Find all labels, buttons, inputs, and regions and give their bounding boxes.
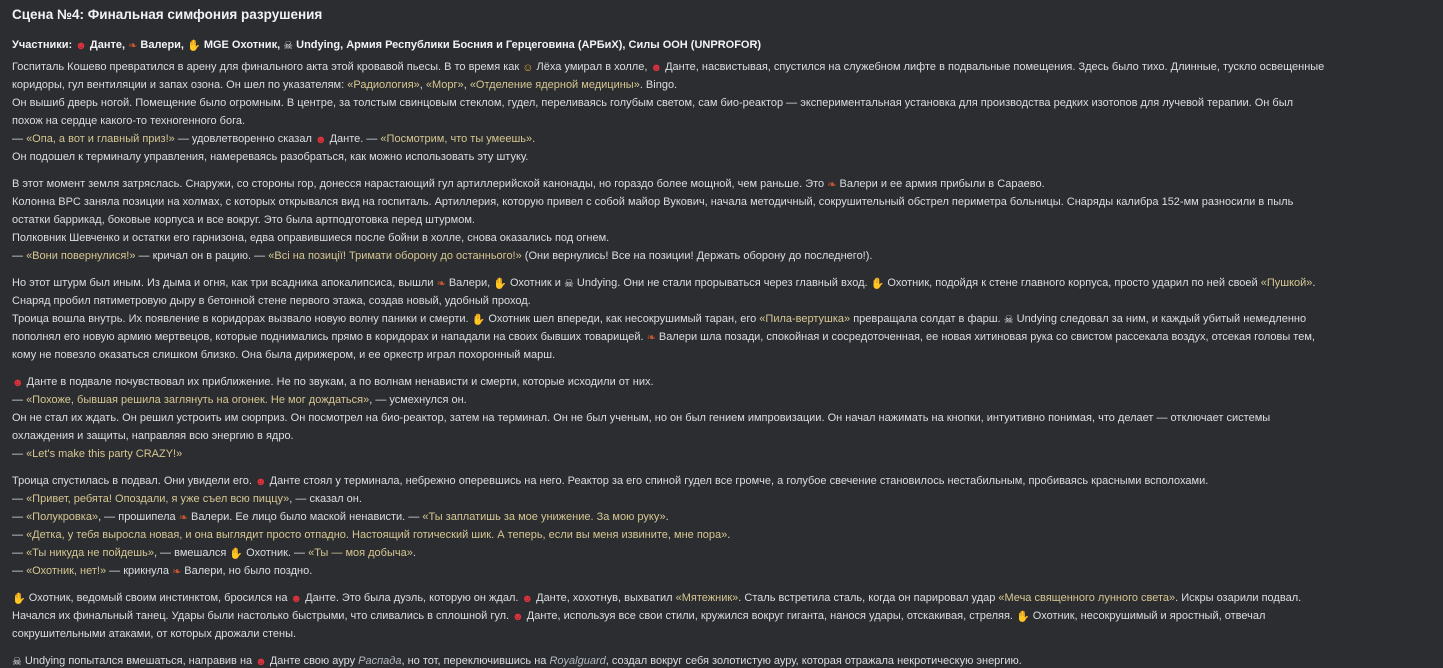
quote: «Меча священного лунного света» <box>998 592 1176 604</box>
text: . <box>532 133 536 145</box>
quote: «Опа, а вот и главный приз!» <box>26 133 175 145</box>
text: — крикнула <box>106 565 173 577</box>
text: Полковник Шевченко и остатки его гарнизона, едва оправившиеся после бойни в холле, снова оказались под огнем. <box>12 232 610 244</box>
quote: «Детка, у тебя выросла новая, и она выглядит просто отпадно. Настоящий готический шик. А теперь, если вы меня извините, мне пора» <box>26 529 728 541</box>
quote: «Ты заплатишь за мое унижение. За мою руку» <box>422 511 666 523</box>
quote: «Привет, ребята! Опоздали, я уже съел всю пиццу» <box>26 493 290 505</box>
text: — кричал он в рацию. — <box>135 250 269 262</box>
text: , — прошипела <box>98 511 179 523</box>
text: Undying. Они не стали прорываться через главный вход. <box>573 277 871 289</box>
flexed-biceps-icon: ✋ <box>12 593 26 605</box>
flexed-biceps-icon: ✋ <box>1016 611 1030 623</box>
text: Валери шла позади, спокойная и сосредоточенная, ее новая хитиновая рука со свистом рассекала воздух, отсекая головы тем, <box>655 331 1315 343</box>
text: — <box>12 493 27 505</box>
text: , — вмешался <box>153 547 230 559</box>
quote: «Отделение ядерной медицины» <box>469 79 640 91</box>
text: Валери, <box>445 277 494 289</box>
text: Валери, но было поздно. <box>181 565 313 577</box>
text: — <box>12 547 27 559</box>
devil-face-icon: ☻ <box>75 40 87 52</box>
participants-label: Участники: <box>12 39 73 51</box>
text: Данте стоял у терминала, небрежно оперевшись на него. Реактор за его спиной гудел все громче, а голубое свечение становилось нестабильным, пробиваясь красными всполохами. <box>266 475 1209 487</box>
flexed-biceps-icon: ✋ <box>870 278 885 290</box>
fang-icon: ❧ <box>172 566 182 578</box>
devil-face-icon: ☻ <box>255 656 267 668</box>
text: . <box>412 547 416 559</box>
fang-icon: ❧ <box>436 278 446 290</box>
text: (Они вернулись! Все на позиции! Держать оборону до последнего!). <box>521 250 873 262</box>
quote: «Let's make this party CRAZY!» <box>26 448 183 460</box>
text: . Сталь встретила сталь, когда он парировал удар <box>738 592 999 604</box>
participant-rest: Undying, Армия Республики Босния и Герцеговина (АРБиХ), Силы ООН (UNPROFOR) <box>296 39 762 51</box>
text: Undying попытался вмешаться, направив на <box>21 655 256 667</box>
flexed-biceps-icon: ✋ <box>493 278 507 290</box>
fang-icon: ❧ <box>128 40 138 52</box>
italic-term: Royalguard <box>549 655 606 667</box>
quote: «Радиология» <box>347 79 420 91</box>
text: — <box>12 250 27 262</box>
text: Undying следовал за ним, и каждый убитый немедленно <box>1013 313 1307 325</box>
text: превращала солдат в фарш. <box>850 313 1004 325</box>
paragraph-2 <box>12 175 1431 265</box>
quote: «Ты — моя добыча» <box>308 547 413 559</box>
text: Данте. Это была дуэль, которую он ждал. <box>302 592 522 604</box>
text: , <box>463 79 470 91</box>
quote: «Вони повернулися!» <box>26 250 136 262</box>
devil-face-icon: ☻ <box>255 476 267 488</box>
text: Данте, хохотнув, выхватил <box>533 592 676 604</box>
text: похож на сердце какого-то техногенного бога. <box>12 115 246 127</box>
text: Охотник, несокрушимый и яростный, отвечал <box>1029 610 1266 622</box>
text: — <box>12 448 27 460</box>
devil-face-icon: ☻ <box>290 593 303 605</box>
text: Но этот штурм был иным. Из дыма и огня, как три всадника апокалипсиса, вышли <box>12 277 437 289</box>
text: — <box>12 529 27 541</box>
text: — <box>12 565 27 577</box>
fang-icon: ❧ <box>827 179 837 191</box>
text: Данте свою ауру <box>266 655 359 667</box>
text: — удовлетворенно сказал <box>174 133 315 145</box>
devil-face-icon: ☻ <box>512 611 524 623</box>
text: . <box>1312 277 1316 289</box>
text: . Bingo. <box>639 79 678 91</box>
paragraph-5 <box>12 472 1431 580</box>
text: , <box>419 79 426 91</box>
text: Госпиталь Кошево превратился в арену для финального акта этой кровавой пьесы. В то время как <box>12 61 523 73</box>
flexed-biceps-icon: ✋ <box>229 548 244 560</box>
text: Валери. Ее лицо было маской ненависти. — <box>187 511 423 523</box>
quote: «Полукровка» <box>26 511 99 523</box>
paragraph-7 <box>12 652 1431 668</box>
text: Данте, насвистывая, спустился на служебном лифте в подвальные помещения. Здесь было тихо. Длинные, тускло освещенные <box>662 61 1325 73</box>
quote: «Посмотрим, что ты умеешь» <box>380 133 533 145</box>
quote: «Морг» <box>425 79 464 91</box>
text: сокрушительными атаками, от которых дрожали стены. <box>12 628 297 640</box>
text: Он вышиб дверь ногой. Помещение было огромным. В центре, за толстым свинцовым стеклом, гудел, переливаясь голубым светом, сам био-реактор — экспериментальная установка для производства редких изотопов для лучевой терапии. Он был <box>12 97 1294 109</box>
quote: «Пила-вертушка» <box>759 313 851 325</box>
fang-icon: ❧ <box>646 332 656 344</box>
participants-line <box>12 36 1431 54</box>
paragraph-4 <box>12 373 1431 463</box>
text: — <box>12 133 27 145</box>
text: Колонна ВРС заняла позиции на холмах, с которых открывался вид на госпиталь. Артиллерия, которую привел с собой майор Вукович, начала методичный, сокрушительный обстрел периметра больницы. Снаряды калибра 152-мм разносили в пыль <box>12 196 1294 208</box>
text: , создал вокруг себя золотистую ауру, которая отражала некротическую энергию. <box>605 655 1022 667</box>
skull-icon: ☠ <box>12 656 22 668</box>
text: Он подошел к терминалу управления, намереваясь разобраться, как можно использовать эту штуку. <box>12 151 529 163</box>
text: Снаряд пробил пятиметровую дыру в бетонной стене первого этажа, создав новый, удобный проход. <box>12 295 531 307</box>
text: Троица вошла внутрь. Их появление в коридорах вызвало новую волну паники и смерти. <box>12 313 472 325</box>
text: Охотник шел впереди, как несокрушимый таран, его <box>485 313 760 325</box>
text: кому не повезло оказаться слишком близко. Она была дирижером, и ее оркестр играл похоронный марш. <box>12 349 556 361</box>
quote: «Всі на позиції! Тримати оборону до останнього!» <box>268 250 522 262</box>
text: Охотник. — <box>243 547 309 559</box>
text: , — усмехнулся он. <box>369 394 467 406</box>
devil-face-icon: ☻ <box>12 377 24 389</box>
scene-title: Сцена №4: Финальная симфония разрушения <box>12 7 323 22</box>
text: коридоры, гул вентиляции и запах озона. Он шел по указателям: <box>12 79 348 91</box>
flexed-biceps-icon: ✋ <box>187 40 201 52</box>
text: . <box>727 529 731 541</box>
skull-icon: ☠ <box>563 278 574 290</box>
participant-dante: Данте, <box>89 39 126 51</box>
devil-face-icon: ☻ <box>314 134 327 146</box>
text: Охотник, ведомый своим инстинктом, бросился на <box>25 592 291 604</box>
devil-face-icon: ☻ <box>650 62 663 74</box>
quote: «Пушкой» <box>1260 277 1313 289</box>
flexed-biceps-icon: ✋ <box>471 314 486 326</box>
text: В этот момент земля затряслась. Снаружи, со стороны гор, донесся нарастающий гул артиллерийской канонады, но гораздо более мощной, чем раньше. Это <box>12 178 828 190</box>
text: Данте. — <box>326 133 381 145</box>
skull-icon: ☠ <box>283 40 294 52</box>
text: остатки баррикад, боковые корпуса и все вокруг. Это была артподготовка перед штурмом. <box>12 214 475 226</box>
text: — <box>12 394 27 406</box>
text: Данте, используя все свои стили, кружился вокруг гиганта, нанося удары, отскакивая, стреляя. <box>523 610 1017 622</box>
quote: «Мятежник» <box>675 592 739 604</box>
text: Валери и ее армия прибыли в Сараево. <box>836 178 1045 190</box>
child-icon: ☺ <box>522 62 534 74</box>
text: Он не стал их ждать. Он решил устроить им сюрприз. Он посмотрел на био-реактор, затем на терминал. Он не был ученым, но он был гением импровизации. Он начал нажимать на кнопки, интуитивно понимая, что делает — отключает системы <box>12 412 1271 424</box>
quote: «Охотник, нет!» <box>26 565 107 577</box>
text: , но тот, переключившись на <box>401 655 550 667</box>
text: Лёха умирал в холле, <box>533 61 651 73</box>
text: Охотник и <box>506 277 564 289</box>
quote: «Ты никуда не пойдешь» <box>26 547 154 559</box>
paragraph-3 <box>12 274 1431 364</box>
fang-icon: ❧ <box>178 512 188 524</box>
text: охлаждения и защиты, направляя всю энергию в ядро. <box>12 430 294 442</box>
text: пополнял его новую армию мертвецов, которые поднимались прямо в коридорах и нападали на своих бывших товарищей. <box>12 331 647 343</box>
quote: «Похоже, бывшая решила заглянуть на огонек. Не мог дождаться» <box>26 394 370 406</box>
devil-face-icon: ☻ <box>521 593 534 605</box>
text: Троица спустилась в подвал. Они увидели его. <box>12 475 256 487</box>
participant-hunter: MGE Охотник, <box>203 39 281 51</box>
participant-valeri: Валери, <box>140 39 184 51</box>
text: . <box>665 511 669 523</box>
paragraph-1 <box>12 58 1431 166</box>
text: — <box>12 511 27 523</box>
text: Охотник, подойдя к стене главного корпуса, просто ударил по ней своей <box>884 277 1261 289</box>
text: Начался их финальный танец. Удары были настолько быстрыми, что сливались в сплошной гул. <box>12 610 513 622</box>
paragraph-6 <box>12 589 1431 643</box>
text: . Искры озарили подвал. <box>1175 592 1302 604</box>
text: Данте в подвале почувствовал их приближение. Не по звукам, а по волнам ненависти и смерти, которые исходили от них. <box>23 376 654 388</box>
text: , — сказал он. <box>289 493 362 505</box>
skull-icon: ☠ <box>1003 314 1014 326</box>
italic-term: Распада <box>358 655 402 667</box>
